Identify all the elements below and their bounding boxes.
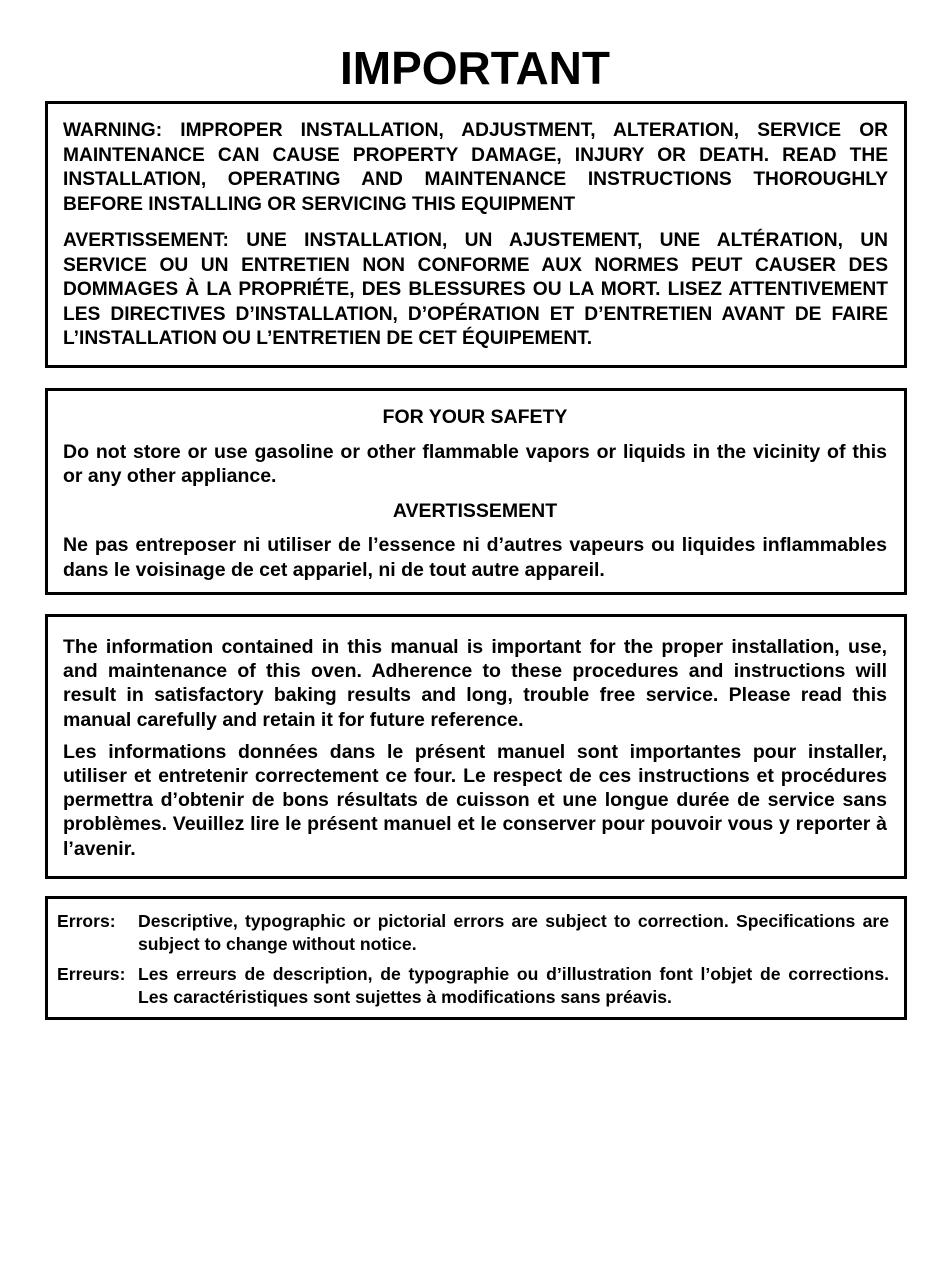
errors-box bbox=[45, 896, 907, 1020]
errors-text-en: Descriptive, typographic or pictorial errors are subject to correction. Specifications are subject to change without notice. bbox=[138, 911, 889, 954]
info-text-en: The information contained in this manual is important for the proper installation, use, and maintenance of this oven. Adherence to these procedures and instructions will result in satisfactory baking results and long, trouble free service. Please read this manual carefully and retain it for future reference. bbox=[63, 636, 887, 731]
errors-label-en: Errors: bbox=[57, 911, 116, 931]
safety-box bbox=[45, 388, 907, 595]
warning-box bbox=[45, 101, 907, 368]
safety-text-fr: Ne pas entreposer ni utiliser de l’essence ni d’autres vapeurs ou liquides inflammables dans le voisinage de cet appariel, ni de tout autre appareil. bbox=[63, 534, 887, 581]
warning-text-en: WARNING: IMPROPER INSTALLATION, ADJUSTMENT, ALTERATION, SERVICE OR MAINTENANCE CAN CAUSE PROPERTY DAMAGE, INJURY OR DEATH. READ THE INSTALLATION, OPERATING AND MAINTENANCE INSTRUCTIONS THOROUGHLY BEFORE INSTALLING OR SERVICING THIS EQUIPMENT bbox=[63, 120, 888, 215]
errors-row-fr bbox=[57, 963, 889, 1008]
info-text-fr: Les informations données dans le présent manuel sont importantes pour installer, utiliser et entretenir correctement ce four. Le respect de ces instructions et procédures permettra d’obtenir de bons résultats de cuisson et une longue durée de service sans problèmes. Veuillez lire le présent manuel et le conserver pour pouvoir vous y reporter à l’avenir. bbox=[63, 740, 887, 860]
info-box bbox=[45, 614, 907, 879]
warning-text-fr: AVERTISSEMENT: UNE INSTALLATION, UN AJUSTEMENT, UNE ALTÉRATION, UN SERVICE OU UN ENTRETIEN NON CONFORME AUX NORMES PEUT CAUSER DES DOMMAGES À LA PROPRIÉTE, DES BLESSURES OU LA MORT. LISEZ ATTENTIVEMENT LES DIRECTIVES D’INSTALLATION, D’OPÉRATION ET D’ENTRETIEN AVANT DE FAIRE L’INSTALLATION OU L’ENTRETIEN DE CET ÉQUIPEMENT. bbox=[63, 230, 888, 349]
safety-heading-fr: AVERTISSEMENT bbox=[392, 499, 558, 522]
page-title: IMPORTANT bbox=[339, 42, 610, 94]
safety-heading-en: FOR YOUR SAFETY bbox=[382, 406, 568, 428]
errors-label-fr: Erreurs: bbox=[57, 964, 126, 984]
safety-text-en: Do not store or use gasoline or other flammable vapors or liquids in the vicinity of this or any other appliance. bbox=[63, 440, 887, 487]
errors-text-fr: Les erreurs de description, de typographie ou d’illustration font l’objet de corrections. Les caractéristiques sont sujettes à modifications sans préavis. bbox=[138, 964, 889, 1007]
errors-row-en bbox=[57, 910, 889, 955]
